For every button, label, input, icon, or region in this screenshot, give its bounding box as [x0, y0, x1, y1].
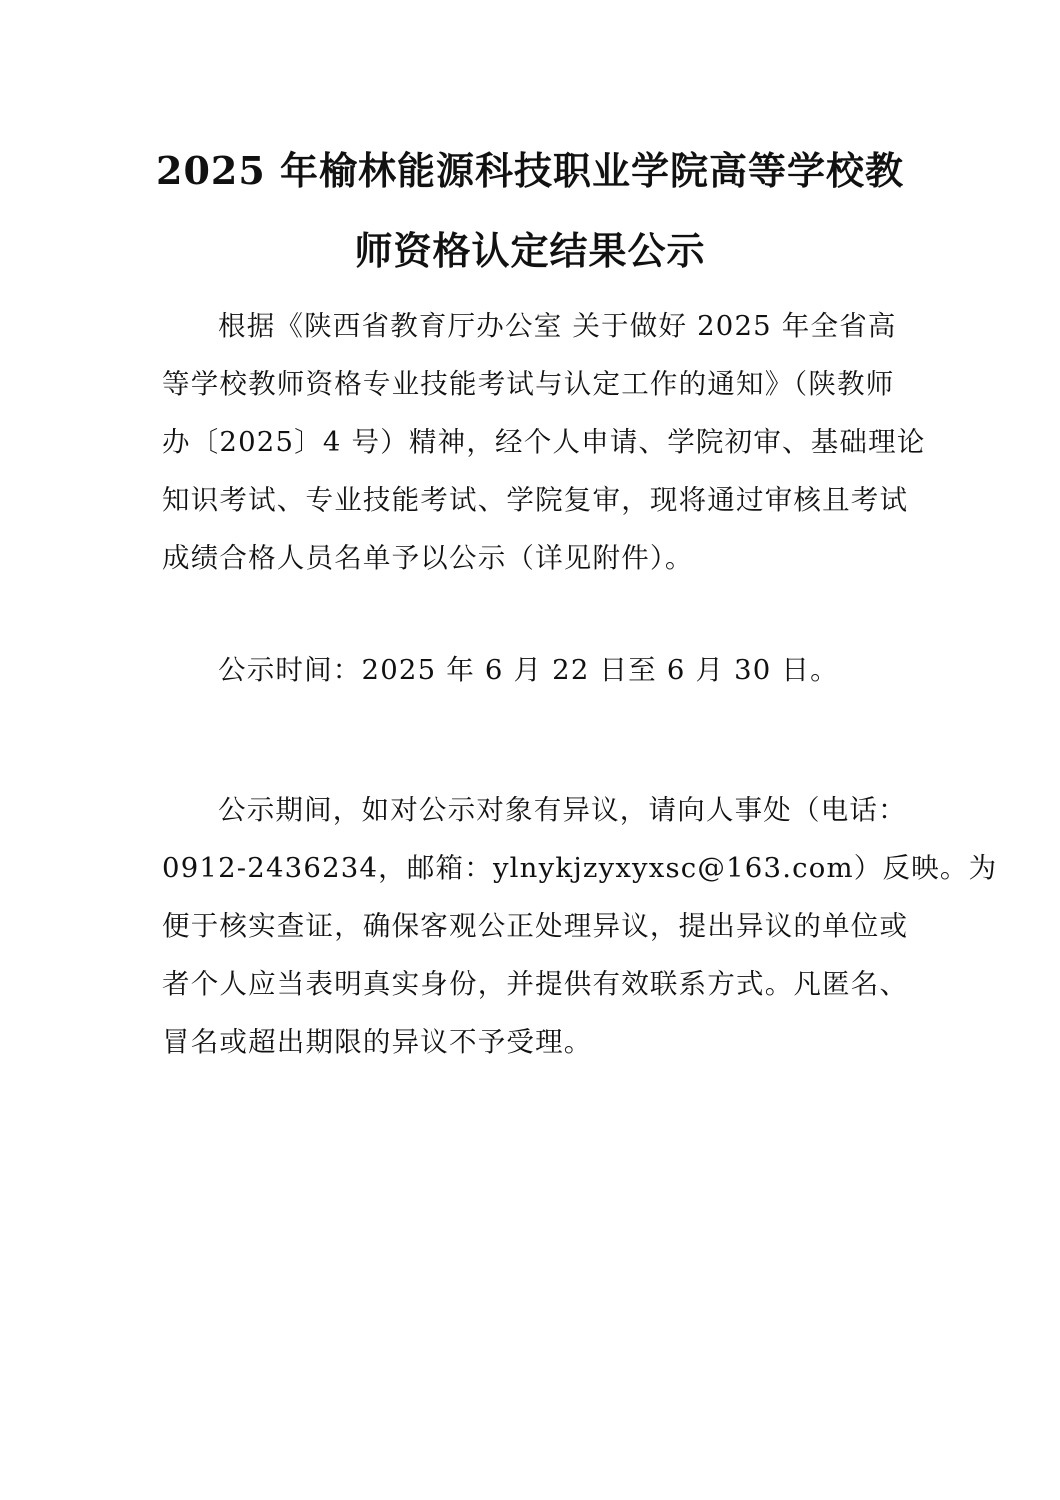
paragraph-line: 等学校教师资格专业技能考试与认定工作的通知》（陕教师 — [162, 368, 895, 400]
document-title-line-2: 师资格认定结果公示 — [354, 228, 706, 273]
paragraph-basis — [162, 297, 926, 587]
paragraph-line: 冒名或超出期限的异议不予受理。 — [162, 1026, 593, 1058]
paragraph-line: 根据《陕西省教育厅办公室 关于做好 2025 年全省高 — [218, 310, 897, 342]
paragraph-line: 办〔2025〕4 号）精神，经个人申请、学院初审、基础理论 — [162, 426, 926, 458]
paragraph-line-contact: 0912-2436234，邮箱：ylnykjzyxyxsc@163.com）反映。为 — [162, 852, 998, 884]
paragraph-objection-contact — [162, 781, 998, 1071]
document-title-line-1: 2025 年榆林能源科技职业学院高等学校教 — [156, 148, 904, 193]
paragraph-line: 成绩合格人员名单予以公示（详见附件）。 — [162, 542, 694, 574]
paragraph-line: 公示期间，如对公示对象有异议，请向人事处（电话： — [218, 794, 907, 826]
paragraph-line: 知识考试、专业技能考试、学院复审，现将通过审核且考试 — [162, 484, 909, 516]
paragraph-line: 便于核实查证，确保客观公正处理异议，提出异议的单位或 — [162, 910, 909, 942]
paragraph-publicity-period — [162, 641, 902, 699]
paragraph-line: 者个人应当表明真实身份，并提供有效联系方式。凡匿名、 — [162, 968, 909, 1000]
paragraph-line: 公示时间：2025 年 6 月 22 日至 6 月 30 日。 — [218, 654, 839, 686]
